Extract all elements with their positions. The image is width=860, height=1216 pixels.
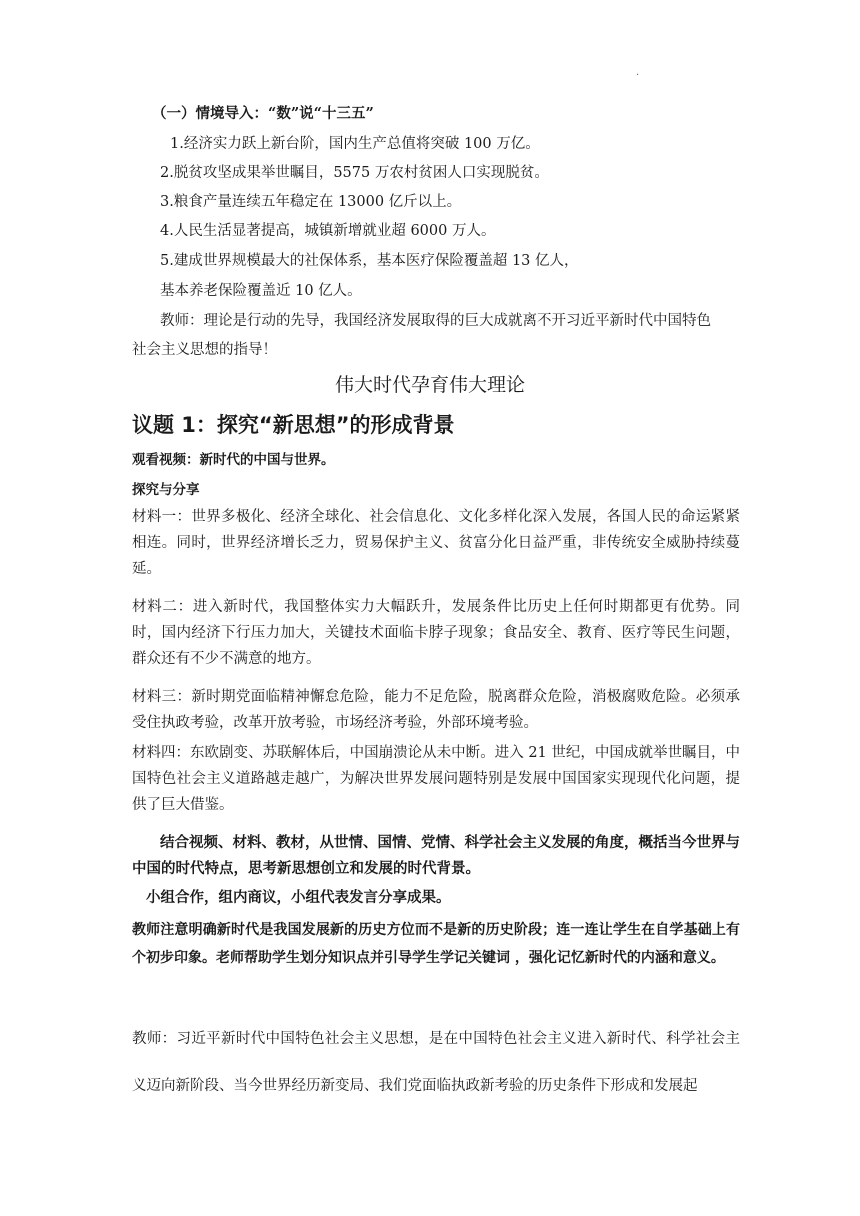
header-mark: · (636, 70, 640, 81)
task-instruction: 结合视频、材料、教材，从世情、国情、党情、科学社会主义发展的角度，概括当今世界与中国的时代特点，思考新思想创立和发展的时代背景。 (132, 834, 740, 877)
material-1: 材料一：世界多极化、经济全球化、社会信息化、文化多样化深入发展，各国人民的命运紧紧相连。同时，世界经济增长乏力，贸易保护主义、贫富分化日益严重，非传统安全威胁持续蔓延。 (132, 509, 740, 577)
material-4: 材料四：东欧剧变、苏联解体后，中国崩溃论从未中断。进入 21 世纪，中国成就举世瞩目，中国特色社会主义道路越走越广，为解决世界发展问题特别是发展中国国家实现现代化问题，提供了巨大借鉴。 (132, 745, 740, 813)
teacher-intro-line-2: 社会主义思想的指导！ (132, 342, 277, 358)
intro-item-5-cont: 基本养老保险覆盖近 10 亿人。 (160, 283, 362, 299)
teacher-closing: 教师：习近平新时代中国特色社会主义思想，是在中国特色社会主义进入新时代、科学社会主义迈向新阶段、当今世界经历新变局、我们党面临执政新考验的历史条件下形成和发展起 (132, 1031, 740, 1094)
explore-label: 探究与分享 (132, 482, 200, 498)
topic-heading: 议题 1：探究“新思想”的形成背景 (132, 413, 455, 437)
intro-item-3: 3.粮食产量连续五年稳定在 13000 亿斤以上。 (160, 194, 462, 210)
teacher-intro-line-1: 教师：理论是行动的先导，我国经济发展取得的巨大成就离不开习近平新时代中国特色 (160, 313, 711, 329)
teacher-note: 教师注意明确新时代是我国发展新的历史方位而不是新的历史阶段；连一连让学生在自学基础上有个初步印象。老师帮助学生划分知识点并引导学生学记关键词 ，强化记忆新时代的内涵和意义。 (132, 922, 740, 966)
intro-item-2: 2.脱贫攻坚成果举世瞩目，5575 万农村贫困人口实现脱贫。 (160, 165, 549, 181)
material-3: 材料三：新时期党面临精神懈怠危险，能力不足危险，脱离群众危险，消极腐败危险。必须承受住执政考验，改革开放考验，市场经济考验，外部环境考验。 (132, 689, 740, 731)
group-work: 小组合作，组内商议，小组代表发言分享成果。 (146, 889, 451, 906)
intro-item-5: 5.建成世界规模最大的社保体系，基本医疗保险覆盖超 13 亿人， (160, 253, 579, 269)
material-2: 材料二：进入新时代，我国整体实力大幅跃升，发展条件比历史上任何时期都更有优势。同时，国内经济下行压力加大，关键技术面临卡脖子现象；食品安全、教育、医疗等民生问题，群众还有不少不满意的地方。 (132, 599, 740, 667)
intro-title: （一）情境导入：“数”说“十三五” (152, 105, 374, 122)
video-label: 观看视频：新时代的中国与世界。 (132, 452, 335, 468)
intro-item-4: 4.人民生活显著提高，城镇新增就业超 6000 万人。 (160, 223, 496, 239)
intro-item-1: 1.经济实力跃上新台阶，国内生产总值将突破 100 万亿。 (170, 136, 540, 152)
section-title: 伟大时代孕育伟大理论 (334, 374, 525, 396)
